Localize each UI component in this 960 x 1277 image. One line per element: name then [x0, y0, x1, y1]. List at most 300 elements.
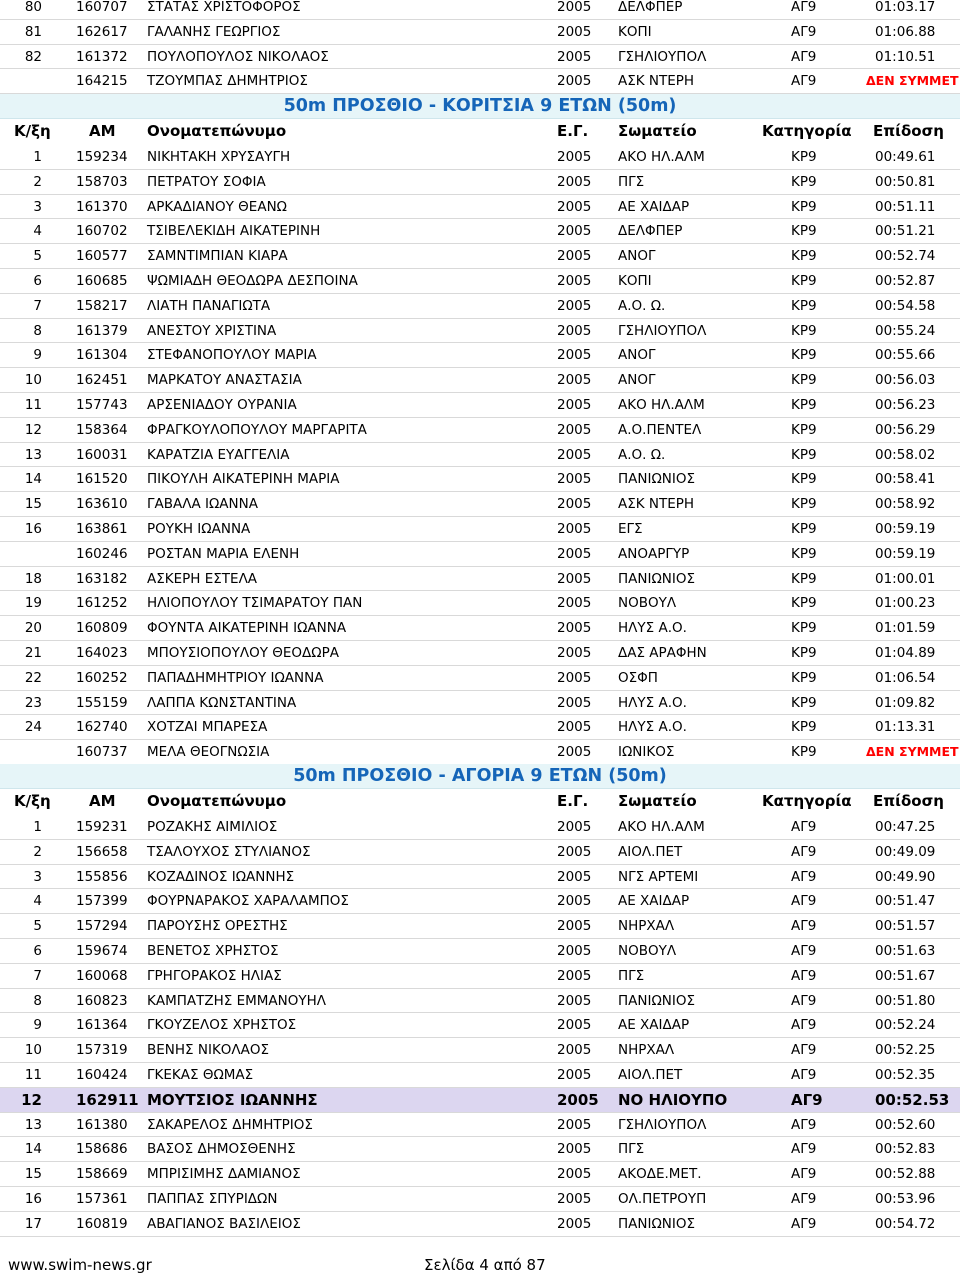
cell-cat: ΚΡ9 [791, 446, 817, 463]
cell-time: 00:49.61 [875, 149, 936, 165]
cell-year: 2005 [557, 918, 592, 935]
cell-am: 161370 [76, 198, 128, 215]
result-row [0, 616, 960, 641]
cell-time: 00:55.66 [875, 347, 936, 364]
cell-club: ΝΟΒΟΥΛ [618, 943, 677, 959]
result-row [0, 20, 960, 45]
result-row [0, 567, 960, 592]
cell-rank: 80 [24, 0, 42, 15]
cell-cat: ΑΓ9 [791, 943, 817, 959]
cell-cat: ΚΡ9 [791, 669, 817, 686]
cell-year: 2005 [557, 0, 592, 15]
cell-cat: ΚΡ9 [791, 173, 817, 190]
cell-cat: ΑΓ9 [791, 819, 817, 835]
cell-name: ΤΣΙΒΕΛΕΚΙΔΗ ΑΙΚΑΤΕΡΙΝΗ [147, 223, 321, 240]
cell-time: 01:06.54 [875, 669, 936, 686]
cell-club: ΓΣΗΛΙΟΥΠΟΛ [618, 48, 707, 65]
cell-time: 01:10.51 [875, 48, 936, 65]
cell-time: 00:59.19 [875, 521, 936, 537]
column-header-year: Ε.Γ. [557, 792, 589, 810]
cell-am: 158669 [76, 1166, 128, 1183]
cell-club: ΕΓΣ [618, 521, 643, 537]
cell-club: ΑΝΟΓ [618, 347, 656, 364]
cell-rank: 16 [24, 521, 42, 537]
cell-name: ΡΟΣΤΑΝ ΜΑΡΙΑ ΕΛΕΝΗ [147, 545, 300, 562]
result-row [0, 591, 960, 616]
cell-name: ΣΑΜΝΤΙΜΠΙΑΝ ΚΙΑΡΑ [147, 248, 288, 265]
cell-time: 01:06.88 [875, 23, 936, 40]
cell-time: 00:56.03 [875, 372, 936, 389]
cell-am: 155856 [76, 868, 128, 885]
cell-name: ΛΙΑΤΗ ΠΑΝΑΓΙΩΤΑ [147, 297, 271, 314]
cell-rank: 9 [33, 347, 42, 364]
cell-name: ΜΠΟΥΣΙΟΠΟΥΛΟΥ ΘΕΟΔΩΡΑ [147, 645, 339, 661]
event-title: 50m ΠΡΟΣΘΙΟ - ΑΓΟΡΙΑ 9 ΕΤΩΝ (50m) [0, 764, 960, 789]
result-row [0, 815, 960, 840]
cell-time: 00:52.87 [875, 273, 936, 289]
cell-club: ΑΚΟ ΗΛ.ΑΛΜ [618, 397, 705, 413]
cell-club: ΚΟΠΙ [618, 273, 652, 289]
cell-rank: 81 [24, 23, 42, 40]
cell-club: ΟΛ.ΠΕΤΡΟΥΠ [618, 1191, 707, 1207]
cell-club: ΑΙΟΛ.ΠΕΤ [618, 1067, 683, 1083]
cell-year: 2005 [557, 1215, 592, 1232]
cell-name: ΦΟΥΡΝΑΡΑΚΟΣ ΧΑΡΑΛΑΜΠΟΣ [147, 893, 349, 910]
cell-name: ΓΚΟΥΖΕΛΟΣ ΧΡΗΣΤΟΣ [147, 1017, 297, 1034]
cell-cat: ΚΡ9 [791, 471, 817, 488]
cell-time: 00:58.02 [875, 446, 936, 463]
cell-am: 158217 [76, 297, 128, 314]
cell-time: 00:58.41 [875, 471, 936, 488]
cell-time: 01:00.23 [875, 595, 936, 612]
cell-club: ΑΕ ΧΑΙΔΑΡ [618, 893, 690, 910]
cell-rank: 22 [24, 669, 42, 686]
cell-year: 2005 [557, 73, 592, 90]
cell-am: 164215 [76, 73, 128, 90]
cell-club: ΑΕ ΧΑΙΔΑΡ [618, 198, 690, 215]
cell-club: ΗΛΥΣ Α.Ο. [618, 694, 687, 711]
cell-club: ΑΣΚ ΝΤΕΡΗ [618, 73, 695, 90]
cell-am: 157361 [76, 1191, 128, 1207]
cell-time: 00:52.60 [875, 1116, 936, 1133]
cell-time: 00:52.88 [875, 1166, 936, 1183]
cell-name: ΛΑΠΠΑ ΚΩΝΣΤΑΝΤΙΝΑ [147, 694, 297, 711]
cell-rank: 1 [33, 819, 42, 835]
cell-rank: 13 [24, 446, 42, 463]
cell-rank: 82 [24, 48, 42, 65]
cell-time: 00:59.19 [875, 545, 936, 562]
cell-cat: ΑΓ9 [791, 1042, 817, 1059]
cell-name: ΣΑΚΑΡΕΛΟΣ ΔΗΜΗΤΡΙΟΣ [147, 1116, 313, 1133]
cell-year: 2005 [557, 570, 592, 587]
cell-am: 155159 [76, 694, 128, 711]
cell-time: 00:51.47 [875, 893, 936, 910]
cell-name: ΧΟΤΖΑΙ ΜΠΑΡΕΣΑ [147, 719, 268, 736]
cell-cat: ΑΓ9 [791, 1191, 817, 1207]
cell-club: ΠΑΝΙΩΝΙΟΣ [618, 1215, 696, 1232]
result-row [0, 542, 960, 567]
cell-am: 160819 [76, 1215, 128, 1232]
cell-rank: 9 [33, 1017, 42, 1034]
result-row [0, 418, 960, 443]
cell-cat: ΚΡ9 [791, 149, 817, 165]
cell-year: 2005 [557, 173, 592, 190]
cell-time: 00:52.35 [875, 1067, 936, 1083]
cell-year: 2005 [557, 23, 592, 40]
cell-name: ΑΡΣΕΝΙΑΔΟΥ ΟΥΡΑΝΙΑ [147, 397, 297, 413]
cell-year: 2005 [557, 943, 592, 959]
cell-year: 2005 [557, 595, 592, 612]
cell-name: ΦΡΑΓΚΟΥΛΟΠΟΥΛΟΥ ΜΑΡΓΑΡΙΤΑ [147, 421, 367, 438]
column-header-name: Ονοματεπώνυμο [147, 792, 287, 810]
cell-rank: 20 [24, 620, 42, 637]
result-row [0, 1013, 960, 1038]
cell-name: ΑΝΕΣΤΟΥ ΧΡΙΣΤΙΝΑ [147, 322, 277, 339]
result-row [0, 865, 960, 890]
cell-name: ΠΑΠΠΑΣ ΣΠΥΡΙΔΩΝ [147, 1191, 278, 1207]
cell-cat: ΑΓ9 [791, 918, 817, 935]
result-row [0, 145, 960, 170]
cell-year: 2005 [557, 620, 592, 637]
cell-year: 2005 [557, 1017, 592, 1034]
cell-time: ΔΕΝ ΣΥΜΜΕΤ [866, 744, 959, 760]
cell-year: 2005 [557, 1191, 592, 1207]
cell-am: 161252 [76, 595, 128, 612]
result-row [0, 964, 960, 989]
cell-am: 160809 [76, 620, 128, 637]
cell-year: 2005 [557, 744, 592, 761]
cell-name: ΚΑΡΑΤΖΙΑ ΕΥΑΓΓΕΛΙΑ [147, 446, 290, 463]
cell-year: 2005 [557, 819, 592, 835]
cell-name: ΓΑΒΑΛΑ ΙΩΑΝΝΑ [147, 496, 258, 513]
cell-am: 160577 [76, 248, 128, 265]
cell-name: ΓΡΗΓΟΡΑΚΟΣ ΗΛΙΑΣ [147, 967, 282, 984]
cell-year: 2005 [557, 48, 592, 65]
cell-club: ΑΕ ΧΑΙΔΑΡ [618, 1017, 690, 1034]
cell-rank: 1 [33, 149, 42, 165]
cell-club: ΙΩΝΙΚΟΣ [618, 744, 675, 761]
cell-time: 00:51.63 [875, 943, 936, 959]
cell-am: 160737 [76, 744, 128, 761]
cell-am: 164023 [76, 645, 128, 661]
result-row [0, 1063, 960, 1088]
cell-time: 00:52.83 [875, 1141, 936, 1158]
result-row [0, 368, 960, 393]
cell-time: ΔΕΝ ΣΥΜΜΕΤ [866, 73, 959, 89]
cell-time: 00:51.67 [875, 967, 936, 984]
cell-name: ΠΕΤΡΑΤΟΥ ΣΟΦΙΑ [147, 173, 266, 190]
cell-time: 00:51.21 [875, 223, 936, 240]
cell-cat: ΑΓ9 [791, 868, 817, 885]
result-row [0, 740, 960, 765]
column-header-rank: Κ/ξη [14, 122, 51, 140]
cell-rank: 12 [21, 1090, 42, 1109]
cell-time: 00:52.25 [875, 1042, 936, 1059]
cell-am: 160424 [76, 1067, 128, 1083]
cell-cat: ΚΡ9 [791, 297, 817, 314]
cell-am: 156658 [76, 843, 128, 860]
cell-am: 163182 [76, 570, 128, 587]
cell-year: 2005 [557, 1141, 592, 1158]
cell-rank: 5 [33, 248, 42, 265]
cell-am: 161372 [76, 48, 128, 65]
result-row [0, 1038, 960, 1063]
cell-club: ΑΚΟ ΗΛ.ΑΛΜ [618, 819, 705, 835]
cell-am: 161304 [76, 347, 128, 364]
cell-club: ΑΝΟΑΡΓΥΡ [618, 545, 690, 562]
cell-club: ΠΑΝΙΩΝΙΟΣ [618, 992, 696, 1009]
cell-club: ΑΣΚ ΝΤΕΡΗ [618, 496, 695, 513]
cell-rank: 7 [33, 297, 42, 314]
cell-name: ΤΣΑΛΟΥΧΟΣ ΣΤΥΛΙΑΝΟΣ [147, 843, 311, 860]
cell-year: 2005 [557, 521, 592, 537]
cell-am: 163610 [76, 496, 128, 513]
cell-club: Α.Ο. Ω. [618, 297, 666, 314]
cell-rank: 11 [24, 397, 42, 413]
cell-cat: ΚΡ9 [791, 198, 817, 215]
footer-site: www.swim-news.gr [8, 1256, 152, 1274]
column-header-time: Επίδοση [873, 792, 944, 810]
cell-club: ΚΟΠΙ [618, 23, 652, 40]
cell-name: ΤΖΟΥΜΠΑΣ ΔΗΜΗΤΡΙΟΣ [147, 73, 308, 90]
result-row [0, 343, 960, 368]
cell-year: 2005 [557, 645, 592, 661]
cell-cat: ΚΡ9 [791, 744, 817, 761]
cell-am: 159231 [76, 819, 128, 835]
cell-cat: ΚΡ9 [791, 719, 817, 736]
cell-time: 00:54.72 [875, 1215, 936, 1232]
cell-club: ΓΣΗΛΙΟΥΠΟΛ [618, 322, 707, 339]
result-row [0, 45, 960, 70]
cell-time: 01:04.89 [875, 645, 936, 661]
cell-cat: ΑΓ9 [791, 843, 817, 860]
cell-am: 160252 [76, 669, 128, 686]
cell-year: 2005 [557, 397, 592, 413]
result-row [0, 195, 960, 220]
cell-club: Α.Ο. Ω. [618, 446, 666, 463]
cell-am: 162911 [76, 1090, 139, 1109]
cell-year: 2005 [557, 471, 592, 488]
cell-year: 2005 [557, 545, 592, 562]
cell-year: 2005 [557, 297, 592, 314]
cell-rank: 4 [33, 893, 42, 910]
cell-name: ΑΡΚΑΔΙΑΝΟΥ ΘΕΑΝΩ [147, 198, 287, 215]
cell-rank: 15 [24, 1166, 42, 1183]
result-row [0, 666, 960, 691]
cell-club: ΓΣΗΛΙΟΥΠΟΛ [618, 1116, 707, 1133]
cell-cat: ΑΓ9 [791, 1116, 817, 1133]
cell-rank: 18 [24, 570, 42, 587]
cell-rank: 21 [24, 645, 42, 661]
column-header-row [0, 789, 960, 814]
cell-club: ΝΗΡΧΑΛ [618, 1042, 675, 1059]
result-row [0, 1187, 960, 1212]
cell-year: 2005 [557, 868, 592, 885]
column-header-row [0, 119, 960, 144]
column-header-club: Σωματείο [618, 792, 697, 810]
cell-name: ΗΛΙΟΠΟΥΛΟΥ ΤΣΙΜΑΡΑΤΟΥ ΠΑΝ [147, 595, 363, 612]
result-row [0, 691, 960, 716]
cell-cat: ΚΡ9 [791, 372, 817, 389]
cell-year: 2005 [557, 992, 592, 1009]
result-row [0, 914, 960, 939]
result-row [0, 889, 960, 914]
cell-rank: 8 [33, 992, 42, 1009]
cell-cat: ΚΡ9 [791, 347, 817, 364]
result-row [0, 715, 960, 740]
cell-year: 2005 [557, 694, 592, 711]
cell-club: ΑΝΟΓ [618, 248, 656, 265]
cell-name: ΣΤΕΦΑΝΟΠΟΥΛΟΥ ΜΑΡΙΑ [147, 347, 317, 364]
column-header-cat: Κατηγορία [762, 122, 852, 140]
cell-time: 00:47.25 [875, 819, 936, 835]
column-header-rank: Κ/ξη [14, 792, 51, 810]
cell-name: ΑΒΑΓΙΑΝΟΣ ΒΑΣΙΛΕΙΟΣ [147, 1215, 301, 1232]
result-row [0, 170, 960, 195]
cell-name: ΨΩΜΙΑΔΗ ΘΕΟΔΩΡΑ ΔΕΣΠΟΙΝΑ [147, 273, 358, 289]
cell-rank: 14 [24, 471, 42, 488]
column-header-name: Ονοματεπώνυμο [147, 122, 287, 140]
result-row [0, 0, 960, 20]
cell-cat: ΑΓ9 [791, 1090, 823, 1109]
cell-rank: 7 [33, 967, 42, 984]
cell-name: ΦΟΥΝΤΑ ΑΙΚΑΤΕΡΙΝΗ ΙΩΑΝΝΑ [147, 620, 347, 637]
cell-year: 2005 [557, 446, 592, 463]
result-row [0, 443, 960, 468]
cell-name: ΜΟΥΤΣΙΟΣ ΙΩΑΝΝΗΣ [147, 1090, 318, 1109]
cell-am: 160685 [76, 273, 128, 289]
cell-club: ΝΓΣ ΑΡΤΕΜΙ [618, 868, 699, 885]
cell-year: 2005 [557, 1042, 592, 1059]
cell-club: ΑΙΟΛ.ΠΕΤ [618, 843, 683, 860]
cell-cat: ΑΓ9 [791, 48, 817, 65]
column-header-am: ΑΜ [89, 122, 116, 140]
cell-name: ΚΑΜΠΑΤΖΗΣ ΕΜΜΑΝΟΥΗΛ [147, 992, 327, 1009]
cell-am: 160246 [76, 545, 128, 562]
result-row [0, 69, 960, 94]
cell-year: 2005 [557, 1090, 599, 1109]
column-header-am: ΑΜ [89, 792, 116, 810]
cell-rank: 17 [24, 1215, 42, 1232]
result-row [0, 641, 960, 666]
result-row [0, 219, 960, 244]
cell-cat: ΚΡ9 [791, 545, 817, 562]
event-title: 50m ΠΡΟΣΘΙΟ - ΚΟΡΙΤΣΙΑ 9 ΕΤΩΝ (50m) [0, 94, 960, 119]
result-row [0, 269, 960, 294]
cell-year: 2005 [557, 372, 592, 389]
cell-am: 159234 [76, 149, 128, 165]
cell-name: ΚΟΖΑΔΙΝΟΣ ΙΩΑΝΝΗΣ [147, 868, 295, 885]
cell-am: 157399 [76, 893, 128, 910]
cell-am: 163861 [76, 521, 128, 537]
cell-time: 00:50.81 [875, 173, 936, 190]
cell-name: ΡΟΥΚΗ ΙΩΑΝΝΑ [147, 521, 251, 537]
footer-page-number: Σελίδα 4 από 87 [424, 1256, 546, 1274]
cell-cat: ΚΡ9 [791, 595, 817, 612]
cell-club: ΝΟ ΗΛΙΟΥΠΟ [618, 1090, 728, 1109]
cell-rank: 19 [24, 595, 42, 612]
cell-name: ΝΙΚΗΤΑΚΗ ΧΡΥΣΑΥΓΗ [147, 149, 291, 165]
cell-rank: 2 [33, 173, 42, 190]
cell-name: ΡΟΖΑΚΗΣ ΑΙΜΙΛΙΟΣ [147, 819, 278, 835]
cell-time: 01:03.17 [875, 0, 936, 15]
cell-rank: 10 [24, 372, 42, 389]
cell-am: 160068 [76, 967, 128, 984]
result-row [0, 467, 960, 492]
result-row [0, 1212, 960, 1237]
result-row [0, 989, 960, 1014]
cell-rank: 23 [24, 694, 42, 711]
cell-year: 2005 [557, 223, 592, 240]
cell-rank: 3 [33, 198, 42, 215]
cell-year: 2005 [557, 1166, 592, 1183]
cell-club: ΑΚΟ ΗΛ.ΑΛΜ [618, 149, 705, 165]
result-row [0, 939, 960, 964]
result-row [0, 244, 960, 269]
cell-rank: 15 [24, 496, 42, 513]
cell-am: 162740 [76, 719, 128, 736]
cell-rank: 11 [24, 1067, 42, 1083]
cell-name: ΠΙΚΟΥΛΗ ΑΙΚΑΤΕΡΙΝΗ ΜΑΡΙΑ [147, 471, 340, 488]
cell-name: ΠΑΡΟΥΣΗΣ ΟΡΕΣΤΗΣ [147, 918, 288, 935]
cell-club: ΟΣΦΠ [618, 669, 658, 686]
cell-cat: ΚΡ9 [791, 620, 817, 637]
cell-year: 2005 [557, 719, 592, 736]
cell-year: 2005 [557, 421, 592, 438]
cell-club: ΠΓΣ [618, 967, 645, 984]
result-row [0, 294, 960, 319]
highlighted-result-row [0, 1088, 960, 1113]
cell-club: ΑΝΟΓ [618, 372, 656, 389]
cell-am: 160031 [76, 446, 128, 463]
result-row [0, 492, 960, 517]
cell-cat: ΑΓ9 [791, 893, 817, 910]
cell-club: ΠΑΝΙΩΝΙΟΣ [618, 570, 696, 587]
cell-cat: ΚΡ9 [791, 223, 817, 240]
cell-am: 161379 [76, 322, 128, 339]
cell-club: ΝΟΒΟΥΛ [618, 595, 677, 612]
cell-rank: 10 [24, 1042, 42, 1059]
column-header-club: Σωματείο [618, 122, 697, 140]
cell-cat: ΚΡ9 [791, 521, 817, 537]
cell-cat: ΚΡ9 [791, 694, 817, 711]
cell-year: 2005 [557, 496, 592, 513]
cell-name: ΓΚΕΚΑΣ ΘΩΜΑΣ [147, 1067, 254, 1083]
cell-rank: 2 [33, 843, 42, 860]
cell-club: ΠΓΣ [618, 1141, 645, 1158]
cell-year: 2005 [557, 1116, 592, 1133]
cell-year: 2005 [557, 893, 592, 910]
cell-club: ΝΗΡΧΑΛ [618, 918, 675, 935]
cell-am: 159674 [76, 943, 128, 959]
cell-time: 01:13.31 [875, 719, 936, 736]
cell-cat: ΑΓ9 [791, 1166, 817, 1183]
cell-cat: ΚΡ9 [791, 496, 817, 513]
cell-name: ΠΟΥΛΟΠΟΥΛΟΣ ΝΙΚΟΛΑΟΣ [147, 48, 329, 65]
cell-year: 2005 [557, 198, 592, 215]
cell-cat: ΚΡ9 [791, 570, 817, 587]
cell-name: ΒΑΣΟΣ ΔΗΜΟΣΘΕΝΗΣ [147, 1141, 296, 1158]
column-header-cat: Κατηγορία [762, 792, 852, 810]
result-row [0, 319, 960, 344]
cell-am: 158686 [76, 1141, 128, 1158]
cell-time: 01:00.01 [875, 570, 936, 587]
cell-time: 00:53.96 [875, 1191, 936, 1207]
cell-am: 160707 [76, 0, 128, 15]
cell-time: 00:56.29 [875, 421, 936, 438]
cell-year: 2005 [557, 248, 592, 265]
cell-club: ΗΛΥΣ Α.Ο. [618, 620, 687, 637]
